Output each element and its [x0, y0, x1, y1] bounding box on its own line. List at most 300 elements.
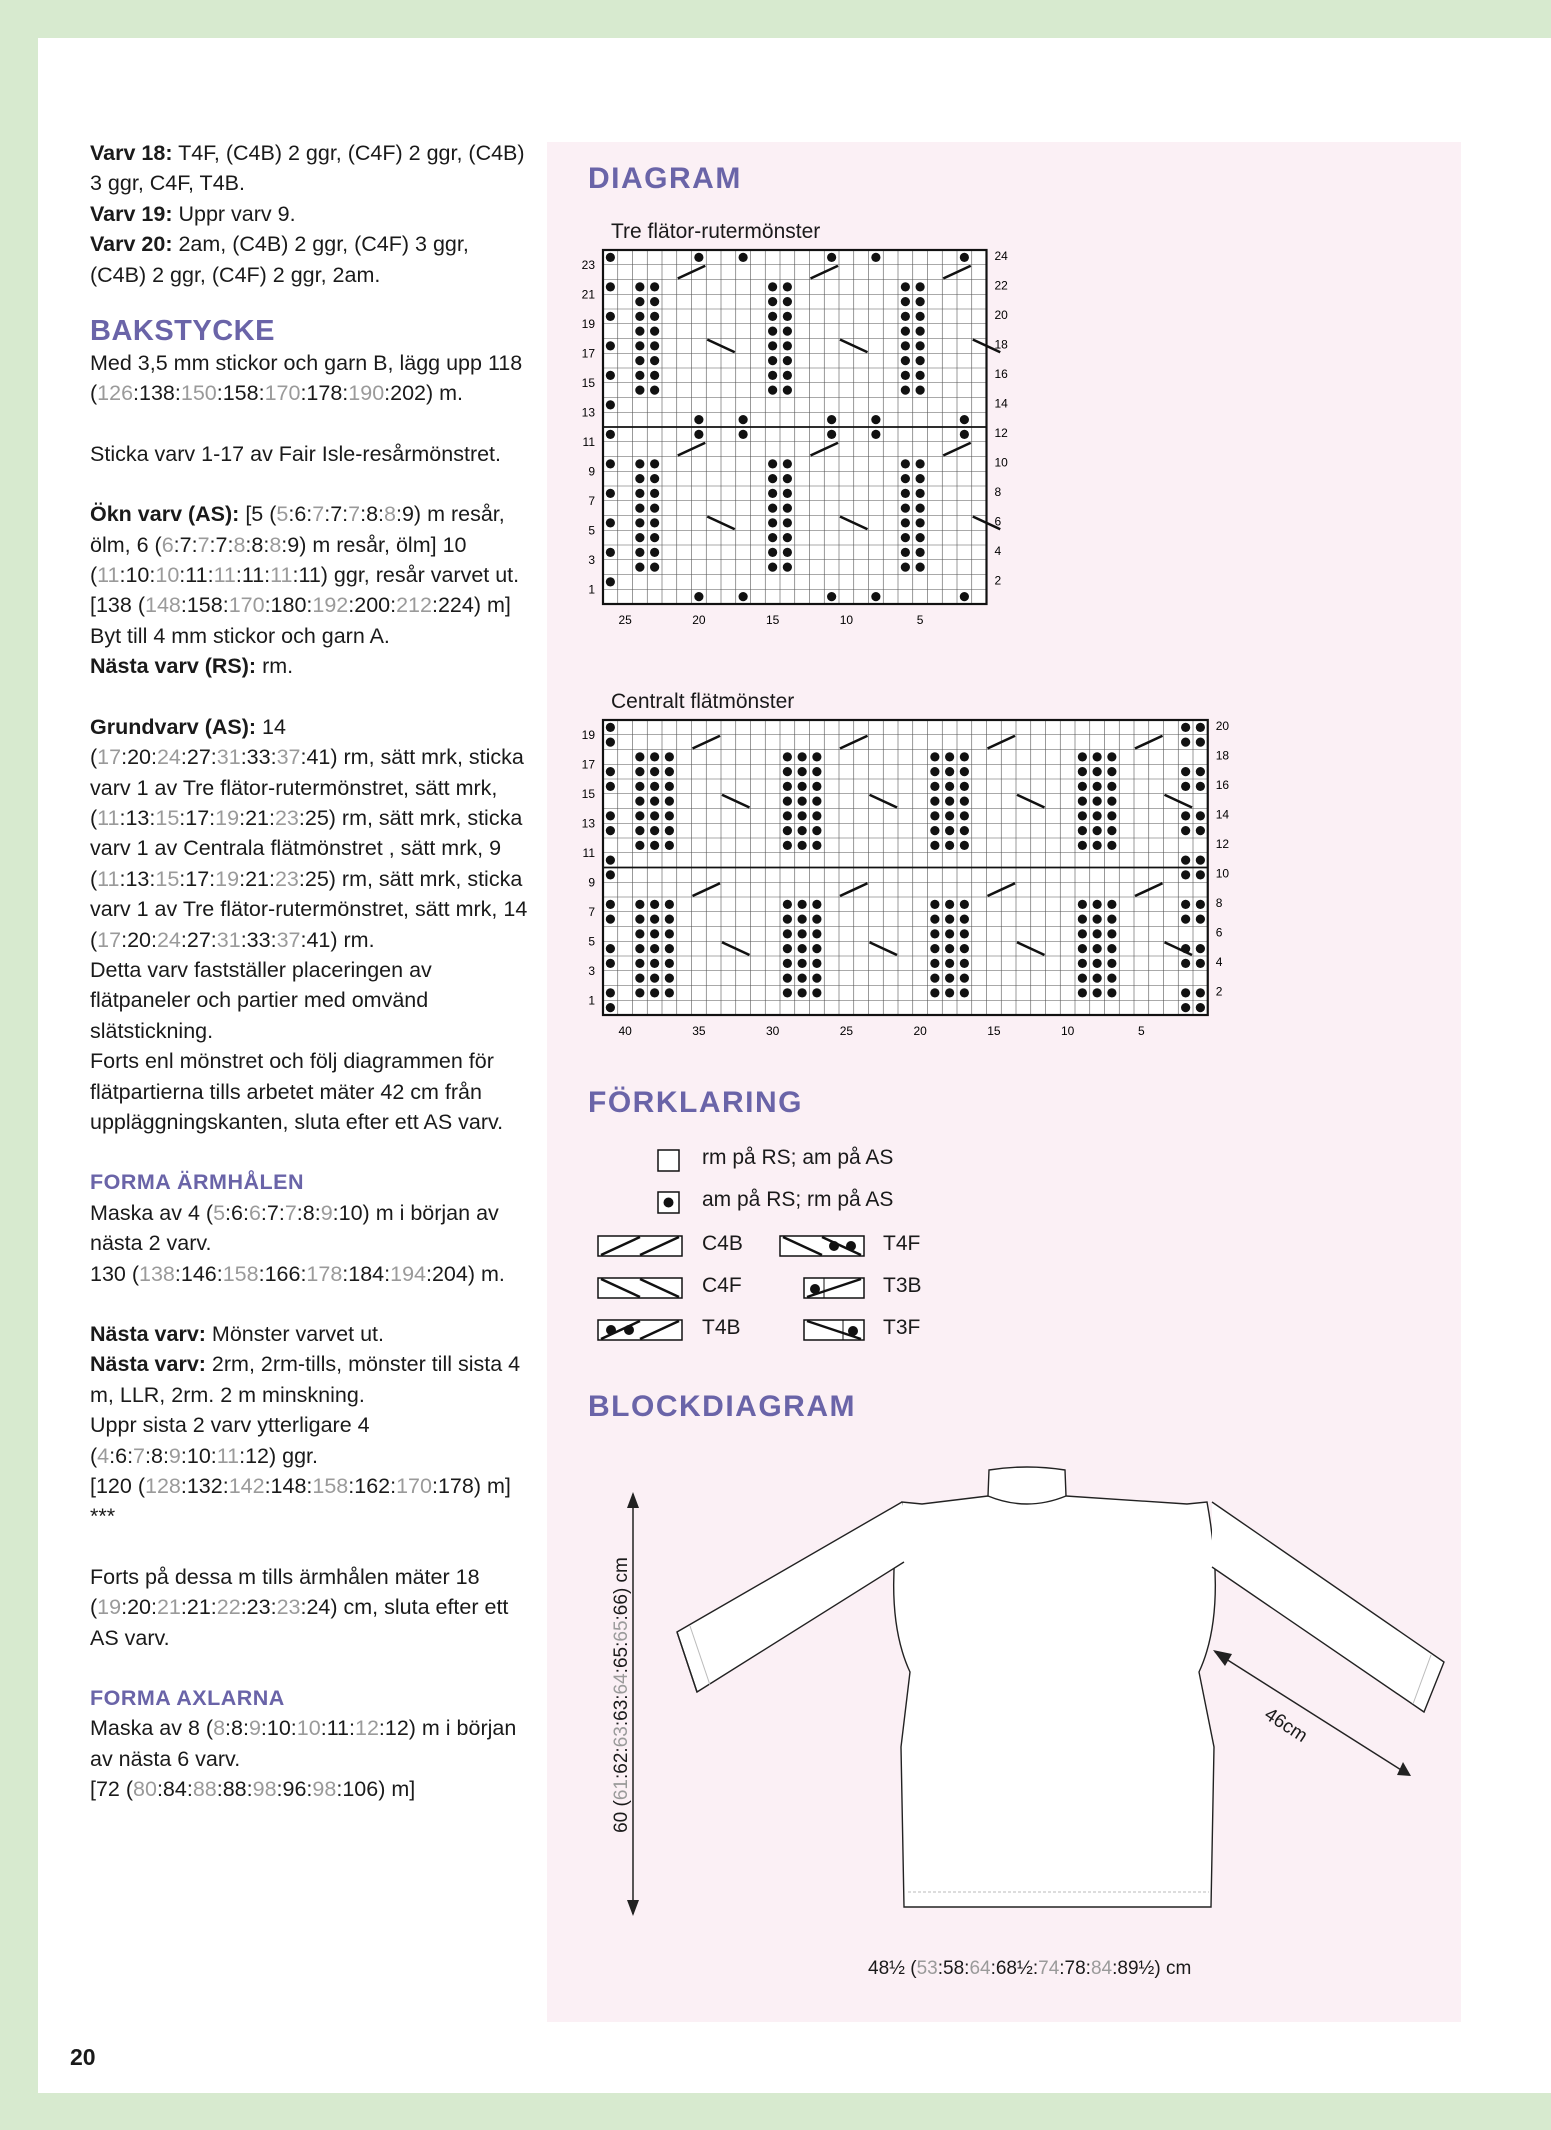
purl-dot	[960, 767, 969, 776]
size-value: 158	[312, 1474, 349, 1499]
size-value: 128	[144, 1474, 181, 1499]
row-label-left: 19	[581, 316, 595, 331]
purl-dot	[783, 282, 792, 291]
purl-dot	[606, 870, 615, 879]
row-label-left: 21	[581, 287, 595, 302]
row-label-left: 1	[588, 993, 595, 1008]
cast-on-text	[90, 348, 530, 409]
purl-dot	[635, 915, 644, 924]
purl-dot	[1078, 826, 1087, 835]
column-label: 10	[1060, 1024, 1075, 1038]
text-run: :11:	[235, 563, 271, 588]
size-value: 64	[969, 1958, 991, 1979]
text-run: :13:	[119, 866, 156, 891]
purl-dot	[798, 988, 807, 997]
size-value: 11	[216, 1443, 240, 1468]
text-run: :180:	[264, 593, 313, 618]
purl-dot	[606, 900, 615, 909]
purl-dot	[798, 841, 807, 850]
purl-dot	[1181, 915, 1190, 924]
text-run: :96:	[276, 1777, 313, 1802]
shoulder-heading: FORMA AXLARNA	[90, 1686, 285, 1711]
row-label-right: 4	[1215, 955, 1223, 969]
text-run: Forts på dessa m tills ärmhålen mäter 18 (	[90, 1564, 480, 1620]
purl-dot	[1107, 915, 1116, 924]
purl-dot	[1078, 767, 1087, 776]
purl-dot	[783, 356, 792, 365]
purl-dot	[635, 386, 644, 395]
purl-dot	[783, 959, 792, 968]
purl-dot	[916, 563, 925, 572]
text-run: :8:	[296, 1200, 321, 1225]
purl-dot	[694, 253, 703, 262]
row-label-left: 15	[581, 786, 595, 801]
purl-dot	[665, 782, 674, 791]
text-run: :27:	[180, 927, 217, 952]
legend-c4b-label: C4B	[702, 1232, 743, 1255]
legend-c4f-label: C4F	[702, 1274, 742, 1297]
purl-dot	[1107, 988, 1116, 997]
purl-dot	[901, 518, 910, 527]
purl-dot	[694, 430, 703, 439]
purl-dot	[945, 826, 954, 835]
size-value: 22	[216, 1595, 241, 1620]
purl-dot	[1078, 959, 1087, 968]
size-value: 7	[348, 502, 361, 527]
purl-dot	[665, 944, 674, 953]
purl-dot	[768, 327, 777, 336]
purl-dot	[1181, 782, 1190, 791]
row-label-right: 6	[994, 514, 1002, 529]
text-run: :166:	[258, 1261, 307, 1286]
purl-dot	[650, 518, 659, 527]
purl-dot	[901, 474, 910, 483]
purl-dot	[1196, 915, 1205, 924]
purl-dot	[650, 767, 659, 776]
text-run: [72 (	[90, 1777, 134, 1802]
purl-dot	[960, 797, 969, 806]
purl-dot	[930, 915, 939, 924]
text-run: :148:	[264, 1474, 313, 1499]
purl-dot	[945, 944, 954, 953]
purl-dot	[871, 430, 880, 439]
purl-dot	[1078, 944, 1087, 953]
size-value: 6	[161, 532, 174, 557]
row-label-right: 20	[1215, 719, 1230, 733]
chart1-title: Tre flätor-rutermönster	[611, 220, 821, 243]
size-value: 64	[611, 1673, 632, 1695]
purl-dot	[960, 974, 969, 983]
purl-dot	[783, 915, 792, 924]
purl-dot	[1196, 811, 1205, 820]
purl-dot	[650, 782, 659, 791]
purl-dot	[871, 592, 880, 601]
diagram-panel	[547, 142, 1461, 2022]
placement-text: Detta varv fastställer placeringen av flätpaneler och partier med omvänd slätstickning.	[90, 957, 432, 1043]
text-run: :8:	[225, 1716, 249, 1741]
purl-dot	[635, 929, 644, 938]
size-value: 190	[348, 381, 385, 406]
purl-dot	[1093, 767, 1102, 776]
purl-dot	[606, 915, 615, 924]
purl-dot	[901, 563, 910, 572]
purl-dot	[930, 900, 939, 909]
purl-dot	[960, 959, 969, 968]
purl-dot	[1181, 900, 1190, 909]
purl-dot	[768, 356, 777, 365]
purl-dot	[812, 811, 821, 820]
text-run: 60 (	[611, 1800, 632, 1833]
purl-dot	[1196, 959, 1205, 968]
purl-dot	[739, 430, 748, 439]
purl-dot	[798, 826, 807, 835]
text-run: Med 3,5 mm stickor och garn B, lägg upp 118 (	[90, 351, 523, 406]
purl-dot	[812, 944, 821, 953]
purl-dot	[635, 474, 644, 483]
size-value: 8	[269, 532, 282, 557]
purl-dot	[1181, 811, 1190, 820]
purl-dot	[798, 797, 807, 806]
size-value: 21	[156, 1595, 181, 1620]
purl-dot	[1107, 782, 1116, 791]
t3f-symbol-icon	[803, 1318, 867, 1342]
purl-dot	[635, 974, 644, 983]
purl-dot	[783, 474, 792, 483]
purl-dot	[930, 929, 939, 938]
purl-dot	[960, 592, 969, 601]
size-value: 5	[276, 502, 289, 527]
purl-dot	[665, 767, 674, 776]
purl-dot	[635, 841, 644, 850]
size-value: 98	[312, 1777, 337, 1802]
row-label-right: 10	[994, 455, 1008, 470]
size-value: 170	[396, 1474, 432, 1499]
purl-dot	[930, 944, 939, 953]
purl-dot	[812, 959, 821, 968]
row-label-right: 20	[994, 308, 1008, 322]
purl-dot	[650, 959, 659, 968]
purl-dot	[916, 504, 925, 513]
purl-dot	[606, 782, 615, 791]
size-value: 6	[248, 1200, 261, 1225]
size-value: 19	[215, 805, 240, 830]
purl-dot	[768, 371, 777, 380]
size-value: 9	[168, 1443, 181, 1468]
purl-dot	[916, 386, 925, 395]
size-value: 138	[139, 1261, 175, 1286]
purl-dot	[812, 929, 821, 938]
column-label: 20	[692, 613, 706, 627]
purl-dot	[960, 915, 969, 924]
text-run: :224) m]	[431, 593, 511, 618]
purl-dot	[1093, 959, 1102, 968]
purl-dot	[635, 327, 644, 336]
row-label-right: 2	[1215, 984, 1223, 999]
purl-dot	[783, 563, 792, 572]
purl-dot	[901, 548, 910, 557]
switch-needles-text: Byt till 4 mm stickor och garn A.	[90, 623, 390, 648]
purl-dot	[960, 752, 969, 761]
purl-dot	[945, 900, 954, 909]
purl-dot	[650, 797, 659, 806]
purl-dot	[635, 797, 644, 806]
row-label-right: 8	[994, 485, 1002, 499]
purl-dot	[901, 504, 910, 513]
text-run: :178:	[300, 381, 349, 406]
purl-dot	[812, 915, 821, 924]
size-value: 8	[384, 502, 396, 527]
text-run: :132:	[180, 1474, 229, 1499]
purl-dot	[812, 797, 821, 806]
purl-dot	[901, 356, 910, 365]
purl-dot	[665, 929, 674, 938]
size-value: 142	[228, 1474, 265, 1499]
text-run: :21:	[180, 1595, 217, 1620]
column-label: 25	[618, 613, 632, 627]
text-run: :158:	[216, 381, 265, 406]
legend-knit-label: rm på RS; am på AS	[702, 1146, 894, 1169]
purl-dot	[945, 797, 954, 806]
purl-dot	[783, 841, 792, 850]
purl-dot	[783, 341, 792, 350]
size-value: 170	[228, 593, 265, 618]
row-label-left: 7	[588, 904, 595, 919]
purl-dot	[783, 548, 792, 557]
purl-dot	[1107, 841, 1116, 850]
purl-dot	[945, 959, 954, 968]
purl-dot	[635, 900, 644, 909]
size-value: 17	[97, 745, 122, 770]
purl-dot	[606, 959, 615, 968]
row-label-left: 11	[582, 434, 595, 449]
purl-dot	[1196, 870, 1205, 879]
text-run: :6:	[288, 502, 313, 527]
purl-dot	[783, 782, 792, 791]
armhole-total	[90, 1259, 530, 1289]
text-run: :146:	[174, 1261, 223, 1286]
purl-dot	[694, 592, 703, 601]
purl-dot	[1196, 738, 1205, 747]
size-value: 12	[354, 1716, 379, 1741]
text-run: :89½) cm	[1112, 1958, 1192, 1979]
size-value: 10	[296, 1716, 321, 1741]
text-run: :9) m resår, ölm] 10 (	[90, 532, 467, 588]
purl-dot	[783, 797, 792, 806]
purl-dot	[650, 974, 659, 983]
purl-dot	[1093, 915, 1102, 924]
size-value: 126	[97, 381, 134, 406]
size-value: 212	[396, 593, 432, 618]
shoulder-total	[90, 1774, 530, 1804]
purl-dot	[827, 253, 836, 262]
purl-dot	[606, 400, 615, 409]
size-value: 65	[611, 1620, 632, 1642]
purl-dot	[606, 826, 615, 835]
purl-dot	[1078, 929, 1087, 938]
size-value: 9	[248, 1716, 261, 1741]
legend-purl-label: am på RS; rm på AS	[702, 1188, 894, 1211]
purl-dot	[650, 752, 659, 761]
text-run: :10:	[119, 563, 156, 588]
text-run: :68½:	[990, 1958, 1039, 1979]
purl-dot	[1196, 782, 1205, 791]
text-run: :41) rm.	[300, 927, 375, 952]
row-label-right: 16	[1215, 778, 1230, 792]
purl-dot	[650, 371, 659, 380]
purl-dot	[916, 282, 925, 291]
purl-dot	[960, 415, 969, 424]
purl-dot	[635, 341, 644, 350]
purl-dot	[945, 782, 954, 791]
text-run: :88:	[216, 1777, 253, 1802]
purl-dot	[665, 797, 674, 806]
repeat-total	[90, 1471, 530, 1532]
purl-dot	[1107, 767, 1116, 776]
purl-dot	[945, 988, 954, 997]
purl-dot	[1196, 1003, 1205, 1012]
size-value: 178	[306, 1261, 343, 1286]
purl-dot	[768, 518, 777, 527]
purl-dot	[606, 738, 615, 747]
purl-dot	[650, 312, 659, 321]
text-run: [120 (	[90, 1474, 145, 1499]
column-label: 40	[618, 1024, 632, 1038]
purl-dot	[930, 782, 939, 791]
text-run: :202) m.	[384, 381, 464, 406]
purl-dot	[665, 988, 674, 997]
purl-dot	[606, 811, 615, 820]
purl-dot	[1181, 738, 1190, 747]
purl-dot	[916, 297, 925, 306]
purl-dot	[901, 312, 910, 321]
purl-dot	[635, 944, 644, 953]
purl-dot	[1107, 944, 1116, 953]
text-run: :21:	[239, 866, 275, 891]
text-run: :7:	[260, 1200, 285, 1225]
text-run: :41) rm, sätt mrk, sticka varv 1 av Tre flätor-rutermönstret, sätt mrk, (	[90, 745, 524, 830]
purl-dot	[665, 900, 674, 909]
text-run: :184:	[342, 1261, 391, 1286]
purl-dot	[650, 811, 659, 820]
purl-dot	[606, 341, 615, 350]
purl-dot	[945, 915, 954, 924]
purl-dot	[1078, 811, 1087, 820]
bakstycke-heading: BAKSTYCKE	[90, 315, 275, 348]
row-label-right: 14	[994, 396, 1008, 411]
purl-dot	[871, 415, 880, 424]
purl-dot	[916, 459, 925, 468]
purl-dot	[1181, 856, 1190, 865]
purl-dot	[1093, 782, 1102, 791]
column-label: 20	[913, 1024, 927, 1038]
size-value: 11	[213, 563, 236, 588]
purl-dot	[1181, 1003, 1190, 1012]
purl-dot	[901, 341, 910, 350]
purl-dot	[650, 915, 659, 924]
page-number: 20	[70, 2044, 96, 2070]
row-label-right: 10	[1215, 866, 1230, 881]
purl-dot	[650, 841, 659, 850]
size-value: 10	[155, 563, 180, 588]
size-value: 23	[274, 805, 299, 830]
text-run: :200:	[348, 593, 397, 618]
purl-dot	[916, 474, 925, 483]
purl-dot	[783, 900, 792, 909]
armhole-measure-text	[90, 1562, 530, 1653]
purl-dot	[1196, 826, 1205, 835]
ribbing-text: Sticka varv 1-17 av Fair Isle-resårmönstret.	[90, 441, 502, 466]
purl-dot	[768, 297, 777, 306]
text-run: :12) m i början av nästa 6 varv.	[90, 1716, 517, 1771]
text-run: :66) cm	[611, 1557, 632, 1621]
row-20-instruction: Varv 20: 2am, (C4B) 2 ggr, (C4F) 3 ggr, (C4B) 2 ggr, (C4F) 2 ggr, 2am.	[90, 232, 469, 287]
row-label-right: 2	[994, 573, 1002, 588]
purl-dot	[1181, 767, 1190, 776]
purl-dot	[768, 489, 777, 498]
purl-dot	[635, 356, 644, 365]
text-run: 48½ (	[868, 1958, 917, 1979]
text-run: :25) rm, sätt mrk, sticka varv 1 av Tre flätor-rutermönstret, sätt mrk, 14 (	[90, 866, 528, 952]
size-value: 80	[133, 1777, 157, 1802]
purl-dot	[916, 327, 925, 336]
purl-dot	[650, 356, 659, 365]
purl-dot	[1181, 959, 1190, 968]
purl-dot	[1078, 797, 1087, 806]
size-value: 63	[611, 1726, 632, 1748]
text-run: :6:	[225, 1200, 249, 1225]
purl-dot	[798, 782, 807, 791]
text-run: :162:	[348, 1474, 397, 1499]
row-label-left: 5	[588, 934, 595, 949]
purl-dot	[694, 415, 703, 424]
purl-dot	[606, 312, 615, 321]
purl-dot	[650, 929, 659, 938]
knit-symbol-icon	[657, 1149, 681, 1173]
purl-dot	[1093, 797, 1102, 806]
row-label-right: 6	[1215, 925, 1223, 940]
row-label-left: 15	[581, 375, 595, 390]
purl-dot	[635, 548, 644, 557]
row-label-left: 9	[588, 464, 595, 479]
size-value: 15	[155, 805, 180, 830]
continue-text: Forts enl mönstret och följ diagrammen för flätpartierna tills arbetet mäter 42 cm från uppläggningskanten, sluta efter ett AS varv.	[90, 1049, 504, 1134]
purl-dot	[945, 752, 954, 761]
text-run: :17:	[179, 866, 216, 891]
width-measurement-label	[868, 1958, 1191, 1980]
purl-dot	[812, 841, 821, 850]
purl-dot	[635, 489, 644, 498]
text-run: :33:	[240, 927, 277, 952]
purl-dot	[606, 548, 615, 557]
size-value: 37	[276, 927, 301, 952]
purl-dot	[901, 327, 910, 336]
purl-dot	[650, 341, 659, 350]
purl-dot	[812, 752, 821, 761]
purl-dot	[960, 430, 969, 439]
purl-dot	[635, 782, 644, 791]
purl-dot	[739, 415, 748, 424]
purl-dot	[1181, 870, 1190, 879]
purl-dot	[1181, 723, 1190, 732]
column-label: 35	[692, 1024, 706, 1038]
text-run: :7:	[324, 502, 349, 527]
legend-t4b-label: T4B	[702, 1316, 741, 1339]
purl-dot	[930, 974, 939, 983]
next-row-rs: Nästa varv (RS): rm.	[90, 654, 294, 679]
row-label-left: 1	[588, 582, 595, 597]
size-value: 4	[97, 1443, 110, 1468]
purl-dot	[1078, 974, 1087, 983]
